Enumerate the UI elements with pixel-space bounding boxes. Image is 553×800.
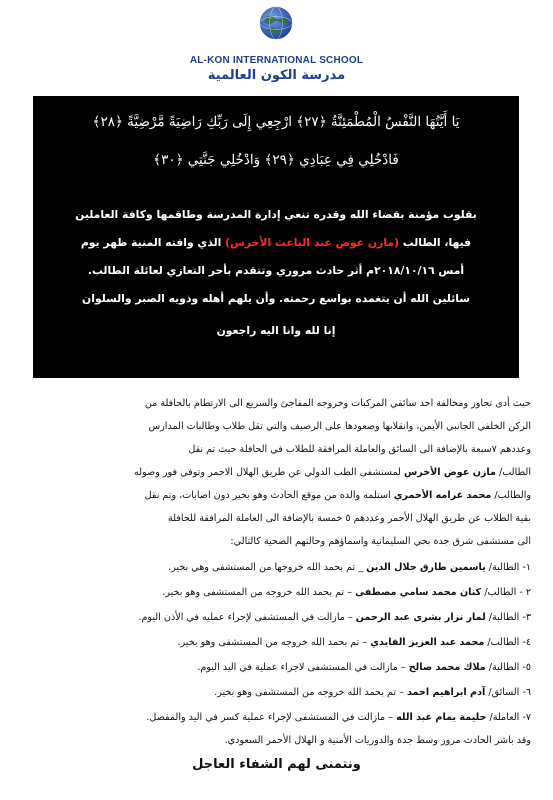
report-line bbox=[17, 467, 531, 478]
item-status: _ تم بحمد الله خروجها من المستشفى وهي بخير. bbox=[168, 562, 364, 573]
list-item bbox=[17, 662, 531, 673]
item-status: – مازالت في المستشفى لإجراء عمليه في الأذن اليوم. bbox=[138, 612, 353, 623]
list-item bbox=[17, 637, 531, 648]
student-name: محمد غرامه الأحمري bbox=[393, 490, 492, 501]
notice-line bbox=[45, 236, 507, 249]
notice-line: إنا لله وانا اليه راجعون bbox=[216, 324, 336, 337]
notice-text: الذي وافته المنية ظهر يوم bbox=[80, 236, 222, 249]
item-role: ٤- الطالب/ bbox=[487, 637, 531, 648]
item-role: ١- الطالبة/ bbox=[488, 562, 531, 573]
quran-verse-line: فَادْخُلِي فِي عِبَادِي ﴿٢٩﴾ وَادْخُلِي جَنَّتِي ﴿٣٠﴾ bbox=[153, 152, 399, 168]
report-text: والطالب/ bbox=[494, 490, 531, 501]
report-line: وعددهم ٧سبعة بالإضافة الى السائق والعاملة المرافقة للطلاب في الحافلة حيث تم نقل bbox=[188, 444, 531, 455]
item-status: – تم بحمد الله خروجه من المستشفى وهو بخير. bbox=[177, 637, 368, 648]
school-header bbox=[0, 0, 553, 92]
list-item bbox=[17, 587, 531, 598]
report-line: بقية الطلاب عن طريق الهلال الأحمر وعددهم ٥ خمسة بالإضافة الى العاملة المرافقة للحافلة bbox=[168, 513, 531, 524]
item-role: ٣- الطالبة/ bbox=[488, 612, 531, 623]
item-name: لمار نزار بشرى عبد الرحمن bbox=[355, 612, 486, 623]
report-line: الركن الخلفي الجانبي الأيمن، وانقلابها وصعودها على الرصيف والتي تقل طلاب وطالبات المدارس bbox=[148, 421, 531, 432]
item-name: ياسمين طارق جلال الدين bbox=[366, 562, 486, 573]
list-item bbox=[17, 562, 531, 573]
student-name: مازن عوض الأخرس bbox=[404, 467, 496, 478]
quran-verse-line: يَا أَيَّتُهَا النَّفْسُ الْمُطْمَئِنَّةُ ﴿٢٧﴾ ارْجِعِي إِلَى رَبِّكِ رَاضِيَةً مَّرْضِيَّةً ﴿٢٨﴾ bbox=[92, 114, 460, 130]
closing-wish: ونتمنى لهم الشفاء العاجل bbox=[192, 757, 361, 772]
deceased-student-name: (مازن عوض عبد الباعث الأخرس) bbox=[225, 236, 400, 249]
item-name: كنان محمد سامي مصطفى bbox=[355, 587, 482, 598]
notice-line: سائلين الله أن يتغمده بواسع رحمته. وأن يلهم أهله وذويه الصبر والسلوان bbox=[82, 292, 470, 305]
school-name-english: AL-KON INTERNATIONAL SCHOOL bbox=[189, 55, 364, 66]
item-name: حليمة يمام عبد الله bbox=[396, 712, 487, 723]
item-status: – مازالت في المستشفى لاجراء عملية في اليد اليوم. bbox=[197, 662, 406, 673]
school-name-arabic: مدرسة الكون العالمية bbox=[207, 68, 346, 83]
globe-icon bbox=[258, 5, 294, 41]
list-item bbox=[17, 612, 531, 623]
report-text: الطالب/ bbox=[499, 467, 531, 478]
item-name: آدم ابراهيم احمد bbox=[406, 687, 486, 698]
item-role: ٢ - الطالب/ bbox=[484, 587, 531, 598]
report-text: استلمه والده من موقع الحادث وهو بخير دون اصابات، وتم نقل bbox=[144, 490, 391, 501]
condolence-notice bbox=[33, 96, 519, 378]
report-line: وقد باشر الحادث مرور وسط جدة والدوريات الأمنية و الهلال الأحمر السعودي. bbox=[224, 735, 531, 746]
item-role: ٦- السائق/ bbox=[488, 687, 531, 698]
item-status: – مازالت في المستشفى لإجراء عملية كسر في اليد والمفصل. bbox=[146, 712, 394, 723]
item-role: ٧- العاملة/ bbox=[489, 712, 531, 723]
notice-text: فيها، الطالب bbox=[402, 236, 472, 249]
item-status: – تم بحمد الله خروجه من المستشفى وهو بخير. bbox=[162, 587, 353, 598]
item-status: – تم بحمد الله خروجه من المستشفى وهو بخير. bbox=[214, 687, 404, 698]
report-line: الى مستشفى شرق جدة بحي السليمانية واسماؤهم وحالتهم الصحية كالتالي: bbox=[230, 536, 531, 547]
list-item bbox=[17, 687, 531, 698]
list-item bbox=[17, 712, 531, 723]
item-name: ملاك محمد صالح bbox=[408, 662, 486, 673]
report-text: لمستشفى الطب الدولي عن طريق الهلال الاحمر وتوفي فور وصوله bbox=[134, 467, 401, 478]
item-name: محمد عبد العزيز الفايدي bbox=[370, 637, 485, 648]
notice-line: بقلوب مؤمنة بقضاء الله وقدره تنعي إدارة المدرسة وطاقمها وكافة العاملين bbox=[75, 208, 477, 221]
notice-line: أمس ٢٠١٨/١٠/١٦م أثر حادث مروري وتتقدم بأحر التعازي لعائلة الطالب. bbox=[87, 264, 465, 277]
report-line: حيث أدى تجاوز ومخالفة احد سائقي المركبات وخروجه المفاجئ والسريع الى الارتطام بالحافلة من bbox=[144, 398, 531, 409]
report-line bbox=[17, 490, 531, 501]
item-role: ٥- الطالبة/ bbox=[488, 662, 531, 673]
